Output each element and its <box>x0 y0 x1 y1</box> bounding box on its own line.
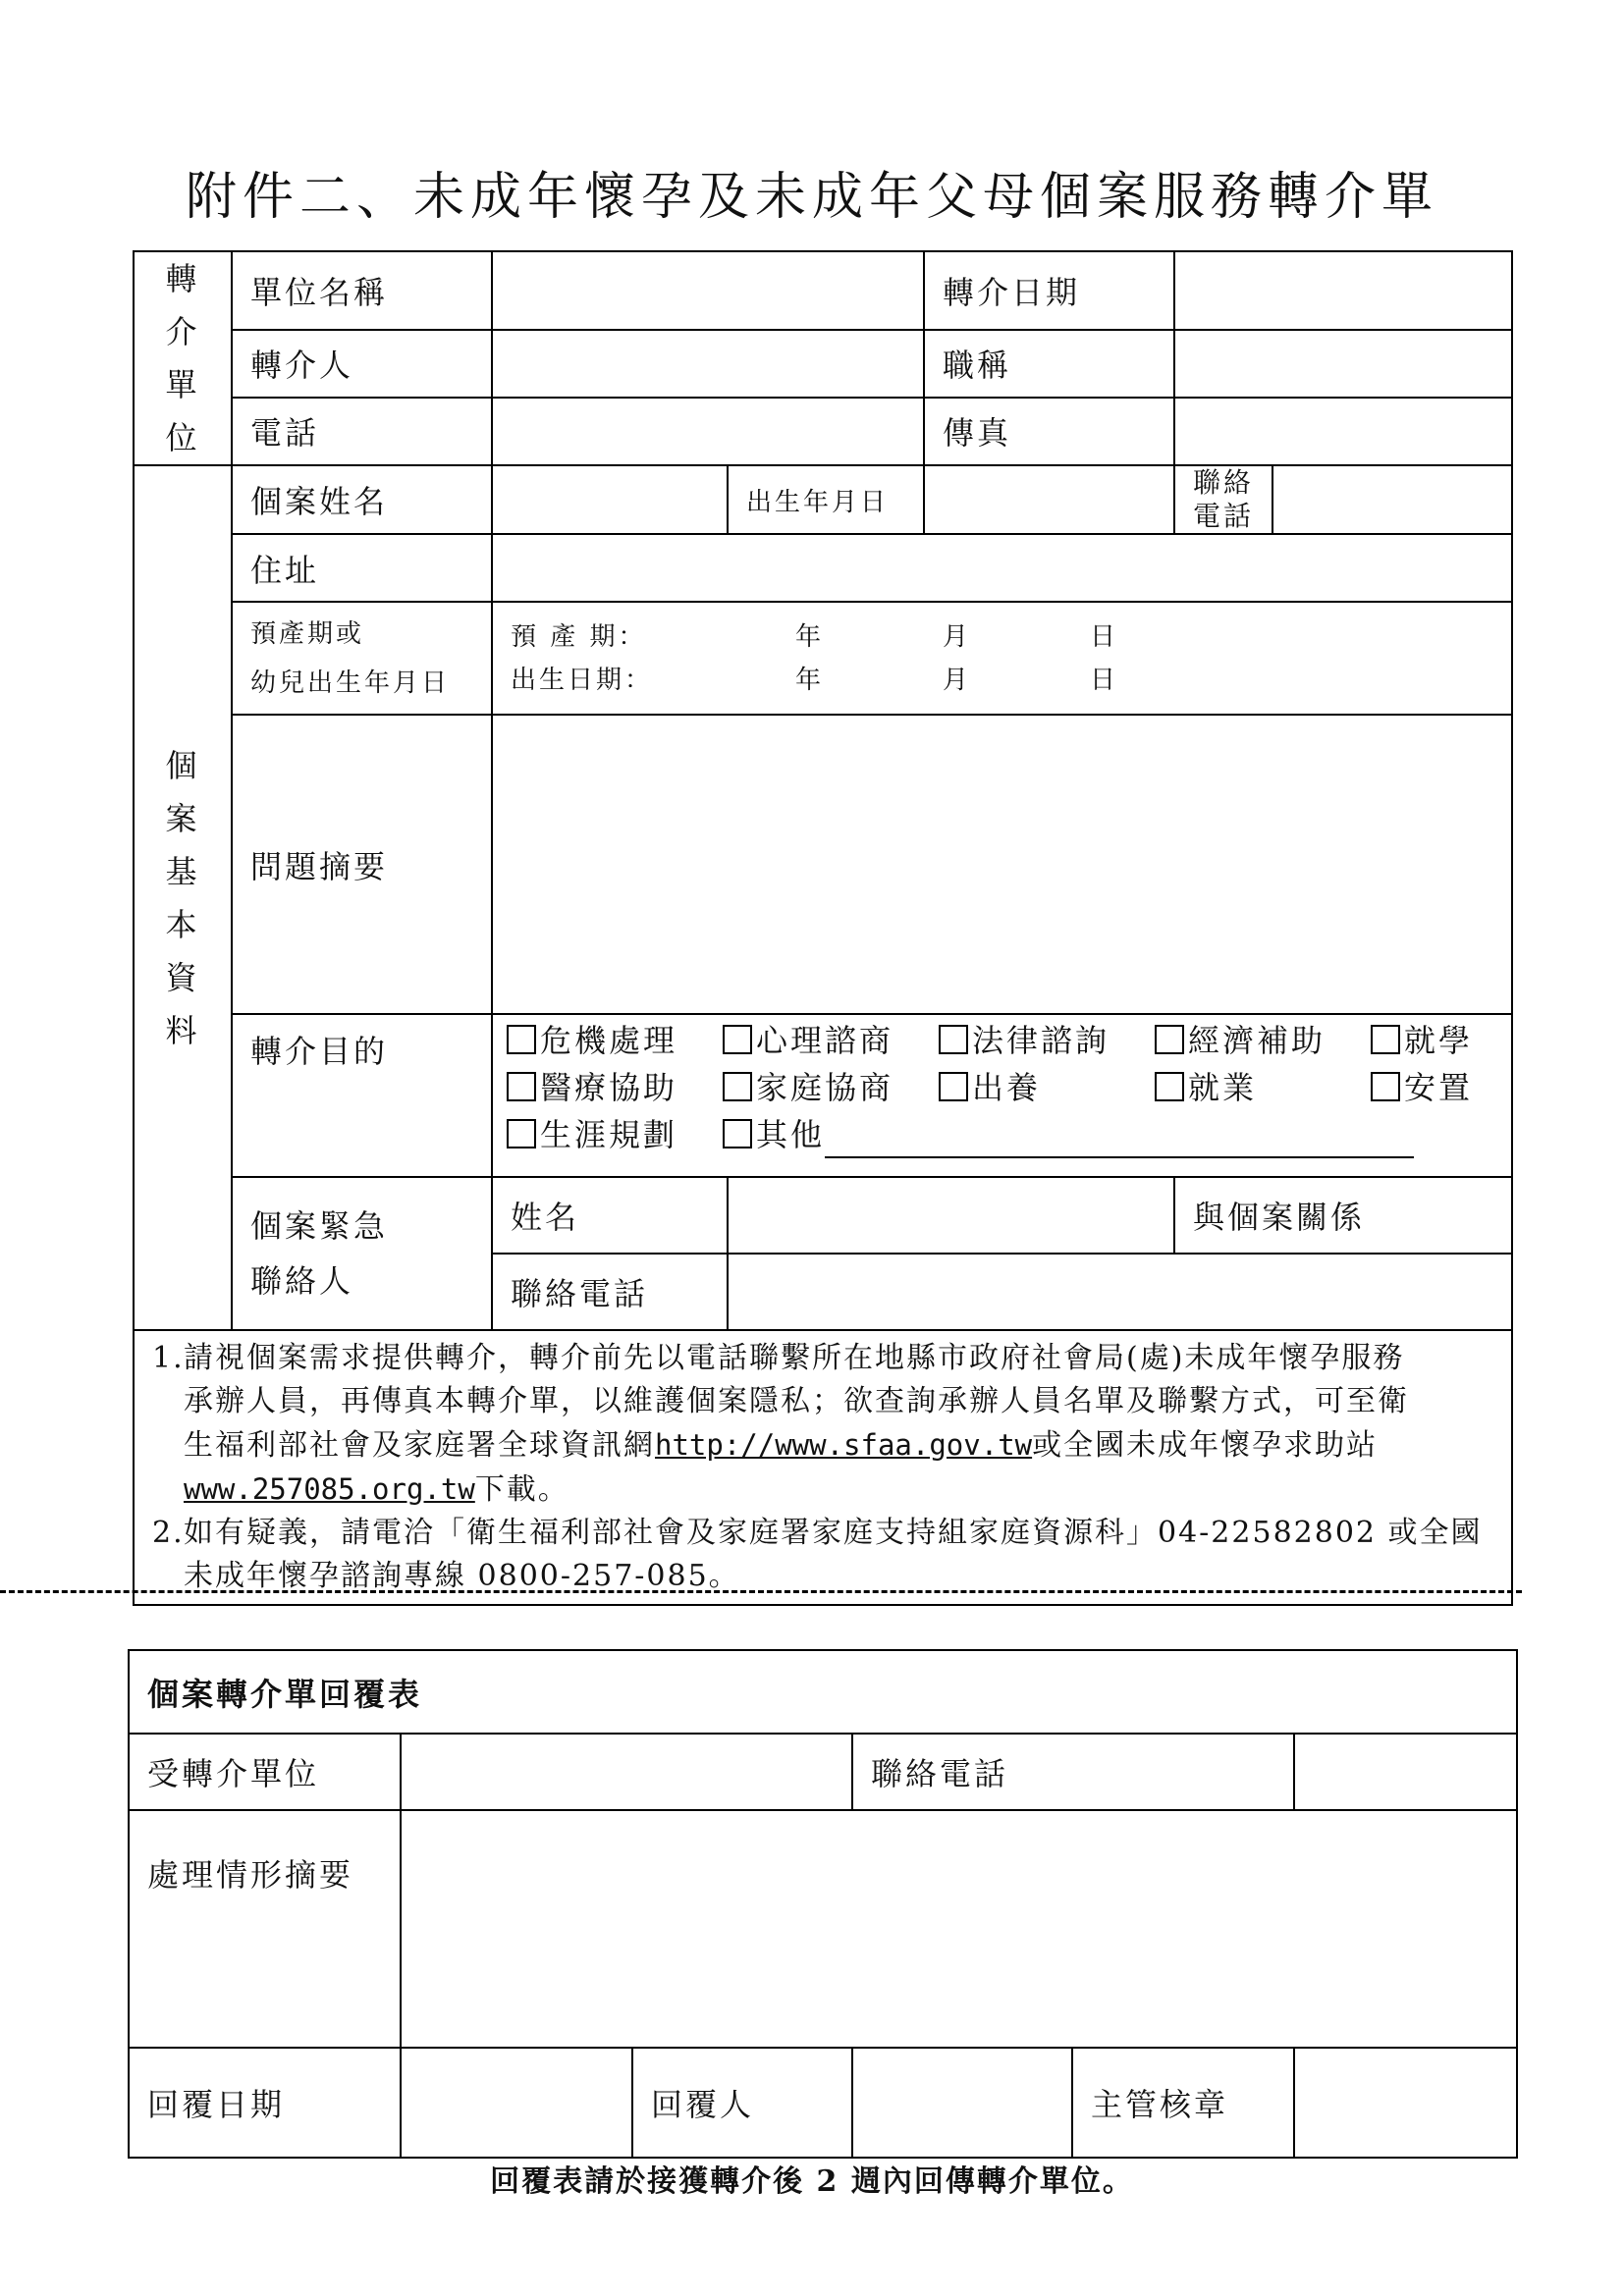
cut-line <box>0 1590 1522 1593</box>
checkbox-financial[interactable]: 經濟補助 <box>1155 1017 1371 1064</box>
address-field[interactable] <box>492 534 1512 602</box>
note-2-line-1: 如有疑義，請電洽「衛生福利部社會及家庭署家庭支持組家庭資源科」04-22582802 或全國 <box>184 1516 1483 1550</box>
job-title-label: 職稱 <box>924 330 1174 398</box>
receiving-unit-label: 受轉介單位 <box>129 1734 401 1810</box>
replier-field[interactable] <box>852 2048 1072 2158</box>
reply-date-field[interactable] <box>401 2048 632 2158</box>
emergency-phone-field[interactable] <box>728 1254 1512 1330</box>
referral-purpose-options <box>492 1014 1512 1177</box>
replier-label: 回覆人 <box>632 2048 852 2158</box>
referral-form-table <box>133 250 1513 1606</box>
checkbox-counseling[interactable]: 心理諮商 <box>723 1017 939 1064</box>
relation-label: 與個案關係 <box>1174 1177 1512 1254</box>
checkbox-other[interactable]: 其他 <box>723 1111 1414 1158</box>
other-input-line[interactable] <box>825 1123 1414 1158</box>
emergency-phone-label: 聯絡電話 <box>492 1254 728 1330</box>
footer-note: 回覆表請於接獲轉介後 2 週內回傳轉介單位。 <box>490 2164 1134 2199</box>
checkbox-employment[interactable]: 就業 <box>1155 1064 1371 1111</box>
checkbox-adoption[interactable]: 出養 <box>939 1064 1155 1111</box>
emergency-contact-label: 個案緊急 聯絡人 <box>232 1177 492 1330</box>
note-1-line-4: www.257085.org.tw下載。 <box>184 1472 569 1507</box>
checkbox-career[interactable]: 生涯規劃 <box>507 1111 723 1158</box>
birth-date-field[interactable] <box>924 465 1174 534</box>
referral-unit-section-label: 轉 介 單 位 <box>134 251 232 465</box>
note-1-line-2: 承辦人員，再傳真本轉介單，以維護個案隱私；欲查詢承辦人員名單及聯繫方式，可至衛 <box>184 1384 1409 1418</box>
supervisor-stamp-label: 主管核章 <box>1072 2048 1294 2158</box>
fax-label: 傳真 <box>924 398 1174 465</box>
help-site-link[interactable]: www.257085.org.tw <box>184 1472 475 1506</box>
problem-summary-label: 問題摘要 <box>232 715 492 1014</box>
job-title-field[interactable] <box>1174 330 1512 398</box>
checkbox-crisis[interactable]: 危機處理 <box>507 1017 723 1064</box>
unit-name-field[interactable] <box>492 251 924 330</box>
referral-date-label: 轉介日期 <box>924 251 1174 330</box>
checkbox-schooling[interactable]: 就學 <box>1371 1017 1473 1064</box>
fax-field[interactable] <box>1174 398 1512 465</box>
case-name-field[interactable] <box>492 465 728 534</box>
note-1-line-3: 生福利部社會及家庭署全球資訊網http://www.sfaa.gov.tw或全國未成年懷孕求助站 <box>184 1428 1379 1463</box>
phone-label: 電話 <box>232 398 492 465</box>
referral-purpose-label: 轉介目的 <box>232 1014 492 1177</box>
referrer-field[interactable] <box>492 330 924 398</box>
problem-summary-field[interactable] <box>492 715 1512 1014</box>
reply-date-label: 回覆日期 <box>129 2048 401 2158</box>
checkbox-placement[interactable]: 安置 <box>1371 1064 1473 1111</box>
note-2-line-2: 未成年懷孕諮詢專線 0800-257-085。 <box>184 1559 740 1593</box>
case-name-label: 個案姓名 <box>232 465 492 534</box>
birth-date-label: 出生年月日 <box>728 465 924 534</box>
referrer-label: 轉介人 <box>232 330 492 398</box>
reply-contact-phone-field[interactable] <box>1294 1734 1517 1810</box>
form-title: 附件二、未成年懷孕及未成年父母個案服務轉介單 <box>185 168 1438 227</box>
supervisor-stamp-field[interactable] <box>1294 2048 1517 2158</box>
phone-field[interactable] <box>492 398 924 465</box>
checkbox-medical[interactable]: 醫療協助 <box>507 1064 723 1111</box>
reply-form-title: 個案轉介單回覆表 <box>129 1650 1517 1734</box>
emergency-name-field[interactable] <box>728 1177 1174 1254</box>
emergency-name-label: 姓名 <box>492 1177 728 1254</box>
checkbox-family[interactable]: 家庭協商 <box>723 1064 939 1111</box>
reply-form-table <box>128 1649 1518 2159</box>
contact-phone-label: 聯絡 電話 <box>1174 465 1272 534</box>
checkbox-legal[interactable]: 法律諮詢 <box>939 1017 1155 1064</box>
referral-date-field[interactable] <box>1174 251 1512 330</box>
sfaa-link[interactable]: http://www.sfaa.gov.tw <box>655 1428 1033 1462</box>
receiving-unit-field[interactable] <box>401 1734 852 1810</box>
reply-contact-phone-label: 聯絡電話 <box>852 1734 1294 1810</box>
handling-summary-field[interactable] <box>401 1810 1517 2048</box>
unit-name-label: 單位名稱 <box>232 251 492 330</box>
notes-section: 1. 請視個案需求提供轉介，轉介前先以電話聯繫所在地縣市政府社會局(處)未成年懷孕服務 承辦人員，再傳真本轉介單，以維護個案隱私；欲查詢承辦人員名單及聯繫方式，可至衛 生福利部社會及家庭署全球資訊網http://www.sfaa.gov.tw或全國未成年懷孕求助站 www.257085.org.tw下載。 2. 如有疑義，請電洽「衛生福利部社會及家庭署家庭支持組家庭資源科」04-22582802 或全國 未成年懷孕諮詢專線 0800-257-085。 <box>134 1330 1512 1605</box>
contact-phone-field[interactable] <box>1272 465 1512 534</box>
address-label: 住址 <box>232 534 492 602</box>
due-date-field[interactable]: 預 產 期： 年 月 日 出生日期： 年 月 日 <box>492 602 1512 715</box>
note-1-line-1: 請視個案需求提供轉介，轉介前先以電話聯繫所在地縣市政府社會局(處)未成年懷孕服務 <box>184 1341 1405 1375</box>
handling-summary-label: 處理情形摘要 <box>129 1810 401 2048</box>
case-basic-section-label: 個 案 基 本 資 料 <box>134 465 232 1330</box>
due-date-label: 預產期或 幼兒出生年月日 <box>232 602 492 715</box>
